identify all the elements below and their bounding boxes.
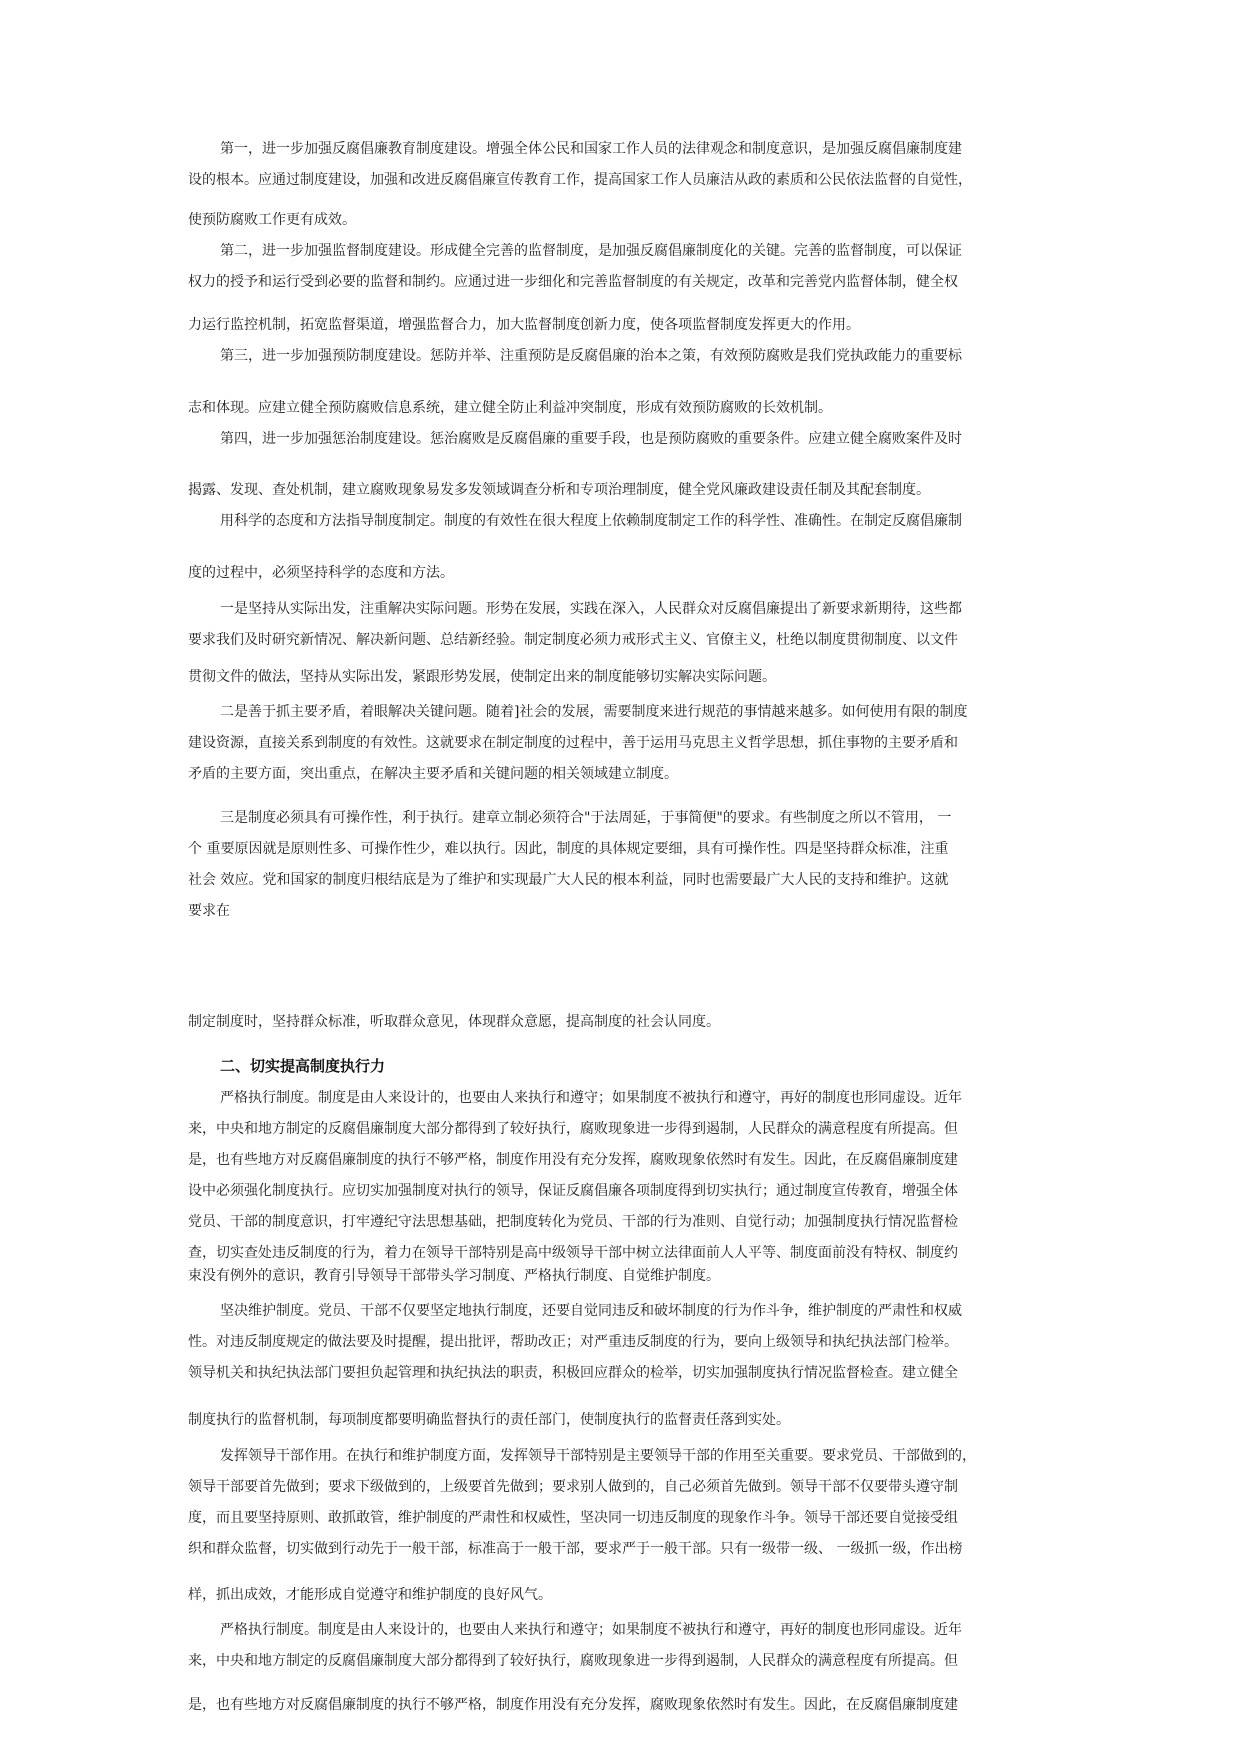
paragraph-continuation — [188, 1007, 1056, 1038]
paragraph-continuation — [188, 1405, 1056, 1436]
text-line: 力运行监控机制，拓宽监督渠道，增强监督合力，加大监督制度创新力度，使各项监督制度发挥更大的作用。 — [188, 317, 860, 333]
text-line: 党员、干部的制度意识，打牢遵纪守法思想基础，把制度转化为党员、干部的行为准则、自觉行动；加强制度执行情况监督检 — [188, 1214, 958, 1230]
paragraph-strict-execution-repeat — [188, 1615, 1056, 1677]
text-line: 制度执行的监督机制，每项制度都要明确监督执行的责任部门，使制度执行的监督责任落到实处。 — [188, 1412, 790, 1428]
text-line: 第四，进一步加强惩治制度建设。惩治腐败是反腐倡廉的重要手段，也是预防腐败的重要条件。应建立健全腐败案件及时 — [220, 431, 962, 447]
text-line: 度的过程中，必须坚持科学的态度和方法。 — [188, 565, 454, 581]
text-line: 严格执行制度。制度是由人来设计的，也要由人来执行和遵守；如果制度不被执行和遵守，再好的制度也形同虚设。近年 — [220, 1090, 962, 1106]
text-line: 束没有例外的意识，教育引导领导干部带头学习制度、严格执行制度、自觉维护制度。 — [188, 1268, 720, 1284]
paragraph-continuation — [188, 393, 1056, 424]
paragraph-leadership-role — [188, 1441, 1056, 1565]
text-line: 二是善于抓主要矛盾，着眼解决关键问题。随着]社会的发展，需要制度来进行规范的事情越来越多。如何使用有限的制度 — [220, 704, 968, 720]
text-line: 社会 效应。党和国家的制度归根结底是为了维护和实现最广大人民的根本利益，同时也需要最广大人民的支持和维护。这就 — [188, 872, 949, 888]
text-line: 矛盾的主要方面，突出重点，在解决主要矛盾和关键问题的相关领域建立制度。 — [188, 766, 678, 782]
paragraph-continuation — [188, 558, 1056, 589]
text-line: 要求在 — [188, 903, 230, 919]
paragraph-key-issues — [188, 697, 1056, 790]
text-line: 设中必须强化制度执行。应切实加强制度对执行的领导，保证反腐倡廉各项制度得到切实执行；通过制度宣传教育，增强全体 — [188, 1183, 958, 1199]
text-line: 要求我们及时研究新情况、解决新问题、总结新经验。制定制度必须力戒形式主义、官僚主义，杜绝以制度贯彻制度、以文件 — [188, 632, 958, 648]
text-line: 建设资源，直接关系到制度的有效性。这就要求在制定制度的过程中，善于运用马克思主义哲学思想，抓住事物的主要矛盾和 — [188, 735, 958, 751]
text-line: 坚决维护制度。党员、干部不仅要坚定地执行制度，还要自觉同违反和破坏制度的行为作斗争，维护制度的严肃性和权威 — [220, 1303, 962, 1319]
text-line: 三是制度必须具有可操作性，利于执行。建章立制必须符合"于法周延，于事简便"的要求。有些制度之所以不管用， 一 — [220, 810, 952, 826]
section-heading: 二、切实提高制度执行力 — [220, 1057, 386, 1075]
text-line: 一是坚持从实际出发，注重解决实际问题。形势在发展，实践在深入，人民群众对反腐倡廉提出了新要求新期待，这些都 — [220, 601, 962, 617]
text-line: 度，而且要坚持原则、敢抓敢管，维护制度的严肃性和权威性，坚决同一切违反制度的现象作斗争。领导干部还要自觉接受组 — [188, 1510, 958, 1526]
text-line: 发挥领导干部作用。在执行和维护制度方面，发挥领导干部特别是主要领导干部的作用至关重要。要求党员、干部做到的， — [220, 1448, 976, 1464]
paragraph-scientific-method — [188, 506, 1056, 537]
paragraph-continuation — [188, 662, 1056, 693]
text-line: 领导机关和执纪执法部门要担负起管理和执纪执法的职责，积极回应群众的检举，切实加强制度执行情况监督检查。建立健全 — [188, 1365, 958, 1381]
text-line: 揭露、发现、查处机制，建立腐败现象易发多发领域调查分析和专项治理制度，健全党风廉政建设责任制及其配套制度。 — [188, 482, 930, 498]
text-line: 性。对违反制度规定的做法要及时提醒，提出批评，帮助改正；对严重违反制度的行为，要向上级领导和执纪执法部门检举。 — [188, 1334, 958, 1350]
text-line: 个 重要原因就是原则性多、可操作性少，难以执行。因此，制度的具体规定要细，具有可操作性。四是坚持群众标准，注重 — [188, 841, 949, 857]
text-line: 是，也有些地方对反腐倡廉制度的执行不够严格，制度作用没有充分发挥，腐败现象依然时有发生。因此，在反腐倡廉制度建 — [188, 1697, 958, 1713]
text-line: 第一，进一步加强反腐倡廉教育制度建设。增强全体公民和国家工作人员的法律观念和制度意识，是加强反腐倡廉制度建 — [220, 141, 962, 157]
text-line: 织和群众监督，切实做到行动先于一般干部，标准高于一般干部，要求严于一般干部。只有一级带一级、 一级抓一级，作出榜 — [188, 1541, 963, 1557]
paragraph-continuation — [188, 1690, 1056, 1721]
paragraph-continuation — [188, 475, 1056, 506]
paragraph-prevention-system — [188, 341, 1056, 372]
text-line: 领导干部要首先做到；要求下级做到的，上级要首先做到；要求别人做到的，自己必须首先做到。领导干部不仅要带头遵守制 — [188, 1479, 958, 1495]
paragraph-continuation — [188, 1580, 1056, 1611]
text-line: 是，也有些地方对反腐倡廉制度的执行不够严格，制度作用没有充分发挥，腐败现象依然时有发生。因此，在反腐倡廉制度建 — [188, 1152, 958, 1168]
paragraph-continuation — [188, 1261, 1056, 1292]
text-line: 来，中央和地方制定的反腐倡廉制度大部分都得到了较好执行，腐败现象进一步得到遏制，人民群众的满意程度有所提高。但 — [188, 1653, 958, 1669]
paragraph-anticorruption-education — [188, 134, 1056, 196]
paragraph-continuation — [188, 205, 1056, 236]
text-line: 严格执行制度。制度是由人来设计的，也要由人来执行和遵守；如果制度不被执行和遵守，再好的制度也形同虚设。近年 — [220, 1622, 962, 1638]
paragraph-operability — [188, 803, 1056, 927]
text-line: 第三，进一步加强预防制度建设。惩防并举、注重预防是反腐倡廉的治本之策，有效预防腐败是我们党执政能力的重要标 — [220, 348, 962, 364]
text-line: 样，抓出成效，才能形成自觉遵守和维护制度的良好风气。 — [188, 1587, 552, 1603]
paragraph-strict-execution — [188, 1083, 1056, 1269]
paragraph-supervision-system — [188, 236, 1056, 298]
paragraph-practical-problems — [188, 594, 1056, 656]
text-line: 第二，进一步加强监督制度建设。形成健全完善的监督制度，是加强反腐倡廉制度化的关键。完善的监督制度，可以保证 — [220, 243, 962, 259]
text-line: 使预防腐败工作更有成效。 — [188, 212, 356, 228]
paragraph-punishment-system — [188, 424, 1056, 455]
paragraph-maintain-system — [188, 1296, 1056, 1389]
text-line: 贯彻文件的做法，坚持从实际出发，紧跟形势发展，使制定出来的制度能够切实解决实际问题。 — [188, 669, 776, 685]
text-line: 用科学的态度和方法指导制度制定。制度的有效性在很大程度上依赖制度制定工作的科学性、准确性。在制定反腐倡廉制 — [220, 513, 962, 529]
text-line: 志和体现。应建立健全预防腐败信息系统，建立健全防止利益冲突制度，形成有效预防腐败的长效机制。 — [188, 400, 832, 416]
text-line: 来，中央和地方制定的反腐倡廉制度大部分都得到了较好执行，腐败现象进一步得到遏制，人民群众的满意程度有所提高。但 — [188, 1121, 958, 1137]
text-line: 权力的授予和运行受到必要的监督和制约。应通过进一步细化和完善监督制度的有关规定，改革和完善党内监督体制，健全权 — [188, 274, 958, 290]
text-line: 查，切实查处违反制度的行为，着力在领导干部特别是高中级领导干部中树立法律面前人人平等、制度面前没有特权、制度约 — [188, 1245, 958, 1261]
paragraph-continuation — [188, 310, 1056, 341]
text-line: 设的根本。应通过制度建设，加强和改进反腐倡廉宣传教育工作，提高国家工作人员廉洁从政的素质和公民依法监督的自觉性， — [188, 172, 972, 188]
text-line: 制定制度时，坚持群众标准，听取群众意见，体现群众意愿，提高制度的社会认同度。 — [188, 1014, 720, 1030]
